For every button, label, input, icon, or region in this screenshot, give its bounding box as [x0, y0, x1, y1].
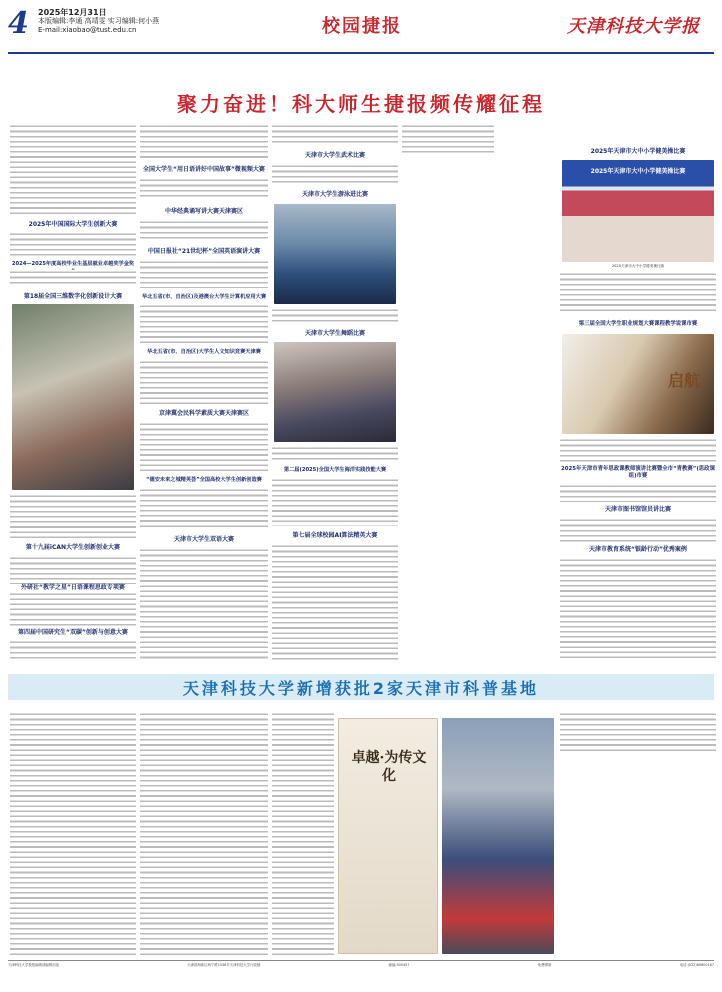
text-block [10, 712, 136, 956]
text-block [560, 712, 716, 752]
bottom-headline: 天津科技大学新增获批2家天津市科普基地 [182, 679, 540, 698]
subhead: 第18届全国三维数字化创新设计大赛 [23, 293, 123, 300]
header-rule [8, 52, 714, 54]
subhead: 外研社“教学之星”日语课程思政专项赛 [10, 584, 136, 592]
subhead: 天津市图书馆馆员讲比赛 [604, 506, 671, 513]
text-block [140, 422, 268, 472]
text-block [140, 712, 268, 956]
subhead: 中华经典诵写讲大赛天津赛区 [164, 208, 243, 215]
text-block [560, 484, 716, 502]
subhead: 天津市大学生武术比赛 [304, 152, 365, 159]
text-block [140, 360, 268, 404]
text-block [140, 304, 268, 344]
subhead: 天津市大学生舞蹈比赛 [304, 330, 365, 337]
subhead: 天津市教育系统“银龄行动”优秀案例 [589, 546, 687, 553]
text-block [560, 438, 716, 462]
subhead: 2025年中国国际大学生创新大赛 [28, 221, 118, 228]
footer-publisher: 天津科技大学校报编辑部编辑出版 [8, 963, 59, 967]
text-block [402, 124, 494, 154]
footer-address: 天津滨海新区海宁路1038号天津科技大学行政楼 [187, 963, 261, 967]
subhead: 第十九届iCAN大学生创新创业大赛 [25, 544, 121, 551]
photo-swimming [274, 204, 396, 304]
section-title: 校园捷报 [322, 16, 402, 37]
text-block [560, 756, 716, 956]
photo-students [442, 718, 554, 954]
subhead: “德安未来之城精英荟”全国高校大学生创新创造赛 [146, 477, 262, 483]
footer-postcode: 邮编:300457 [388, 963, 410, 967]
text-block [140, 220, 268, 242]
text-block [272, 544, 398, 660]
text-block [560, 272, 716, 314]
masthead: 天津科技大学报 [567, 16, 700, 37]
subhead: 第七届全球校园AI算法精英大赛 [292, 532, 378, 539]
subhead: 2024—2025年度高校毕业生基层就业卓越奖学金奖 [11, 261, 135, 267]
photo-aerobics [562, 160, 714, 262]
subhead: 2025年天津市青年思政课教师演讲比赛暨全市“青教赛”(思政课组)市赛 [561, 466, 715, 479]
text-block [272, 308, 398, 322]
page-footer [8, 960, 714, 970]
issue-date: 2025年12月31日 [38, 8, 107, 17]
page-header [0, 0, 722, 58]
text-block [140, 178, 268, 200]
subhead: 2025年天津市大中小学健美操比赛 [590, 148, 686, 155]
subhead: 天津市大学生游泳进比赛 [301, 191, 368, 198]
subhead: 全国大学生“用日语讲好中国故事”微视频大赛 [143, 166, 265, 173]
text-block [10, 124, 136, 216]
subhead: 第四届中国研究生“双碳”创新与创意大赛 [10, 629, 136, 637]
text-block [140, 124, 268, 160]
header-meta [38, 8, 159, 35]
text-block [10, 494, 136, 538]
text-block [272, 124, 398, 144]
text-block [272, 712, 334, 956]
editor-line: 本版编辑:李通 高靖雯 实习编辑:何小燕 [38, 17, 160, 25]
footer-phone: 电话:(022)60600187 [679, 963, 714, 967]
text-block [140, 488, 268, 530]
subhead: 华北五省(市、自治区)及港澳台大学生计算机应用大赛 [141, 294, 267, 300]
photo-design-contest [12, 304, 134, 490]
page-number: 4 [8, 6, 29, 41]
subhead: 京津冀会民科学素质大赛天津赛区 [158, 410, 249, 417]
main-headline: 聚力奋进！科大师生捷报频传耀征程 [177, 92, 545, 116]
photo-banner-text: 2025年天津市大中小学健美操比赛 [590, 168, 686, 175]
calligraphy-text: 卓越·为传文化 [351, 750, 427, 784]
photo-dance [274, 342, 396, 442]
text-block [272, 478, 398, 526]
text-block [10, 640, 136, 660]
editor-email: E-mail:xiaobao@tust.edu.cn [38, 26, 137, 34]
text-block [272, 446, 398, 460]
subhead: 华北五省(市、自治区)大学生人文知识竞赛天津赛 [147, 349, 261, 355]
photo-calligraphy [338, 718, 438, 954]
subhead: 天津市大学生双语大赛 [173, 536, 234, 543]
text-block [560, 518, 716, 542]
subhead: 第三届全国大学生职业规划大赛课程教学说课市赛 [578, 321, 698, 327]
text-block [10, 270, 136, 286]
subhead: 第二届(2025)全国大学生海洋实践技能大赛 [283, 467, 387, 473]
footer-free: 免费赠阅 [537, 963, 552, 967]
text-block [10, 232, 136, 256]
photo-sign-text: 启航 [667, 371, 700, 390]
photo-caption: 2025天津市大中小学健美操比赛 [611, 264, 665, 268]
subhead: 中国日报社“21世纪杯”全国英语演讲大赛 [147, 248, 261, 255]
photo-career-talk [562, 334, 714, 434]
text-block [560, 558, 716, 660]
text-block [140, 548, 268, 660]
text-block [140, 260, 268, 288]
text-block [10, 556, 136, 628]
text-block [272, 164, 398, 184]
